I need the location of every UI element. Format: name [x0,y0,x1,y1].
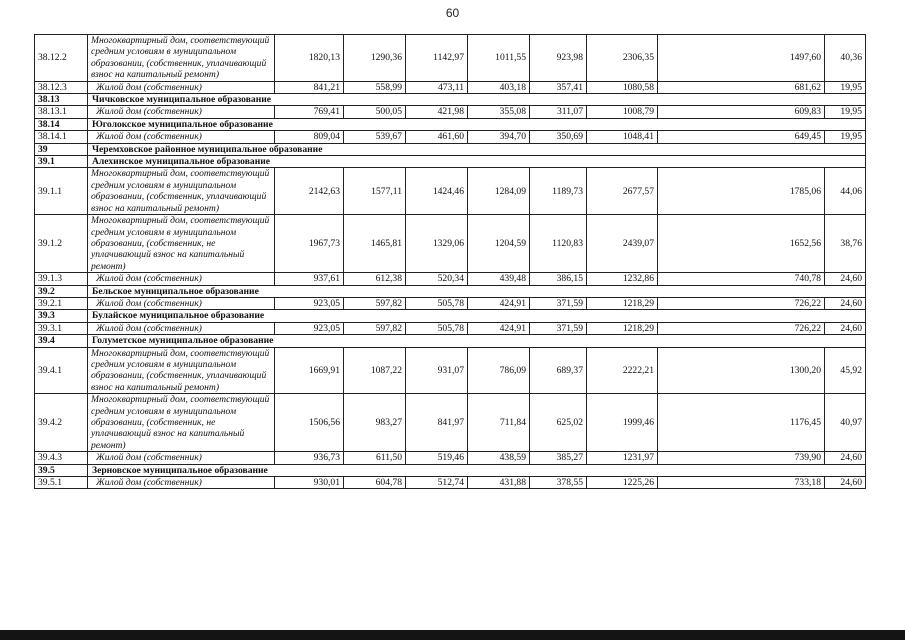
value-cell: 357,41 [530,81,587,93]
value-cell: 1820,13 [275,35,344,82]
section-header-row [35,335,866,347]
value-cell: 1232,86 [587,273,658,285]
row-code: 39.2.1 [35,297,88,309]
value-cell: 1652,56 [658,215,825,273]
table-row [35,35,866,82]
value-cell: 40,97 [825,394,866,452]
value-cell: 1290,36 [344,35,406,82]
value-cell: 1329,06 [406,215,468,273]
table-row [35,297,866,309]
value-cell: 740,78 [658,273,825,285]
row-code: 39.1.3 [35,273,88,285]
value-cell: 500,05 [344,106,406,118]
section-title: Голуметское муниципальное образование [88,335,866,347]
value-cell: 841,97 [406,394,468,452]
housing-type: Жилой дом (собственник) [88,322,275,334]
housing-type: Жилой дом (собственник) [88,452,275,464]
value-cell: 597,82 [344,297,406,309]
value-cell: 2439,07 [587,215,658,273]
value-cell: 930,01 [275,477,344,489]
value-cell: 1669,91 [275,347,344,394]
value-cell: 385,27 [530,452,587,464]
value-cell: 1008,79 [587,106,658,118]
section-header-row [35,156,866,168]
housing-type: Многоквартирный дом, соответствующий средним условиям в муниципальном образовании, (собственник, уплачивающий взнос на капитальный ремонт) [88,347,275,394]
value-cell: 403,18 [468,81,530,93]
value-cell: 44,06 [825,168,866,215]
section-header-row [35,143,866,155]
value-cell: 739,90 [658,452,825,464]
value-cell: 1231,97 [587,452,658,464]
tariff-table [34,34,866,489]
value-cell: 378,55 [530,477,587,489]
value-cell: 424,91 [468,322,530,334]
section-header-row [35,464,866,476]
value-cell: 421,98 [406,106,468,118]
value-cell: 512,74 [406,477,468,489]
value-cell: 1218,29 [587,322,658,334]
value-cell: 625,02 [530,394,587,452]
value-cell: 786,09 [468,347,530,394]
value-cell: 983,27 [344,394,406,452]
value-cell: 689,37 [530,347,587,394]
row-code: 38.14 [35,118,88,130]
row-code: 39.4 [35,335,88,347]
table-row [35,106,866,118]
value-cell: 604,78 [344,477,406,489]
value-cell: 733,18 [658,477,825,489]
value-cell: 371,59 [530,322,587,334]
value-cell: 1176,45 [658,394,825,452]
value-cell: 609,83 [658,106,825,118]
value-cell: 438,59 [468,452,530,464]
value-cell: 19,95 [825,81,866,93]
value-cell: 2677,57 [587,168,658,215]
row-code: 39.4.2 [35,394,88,452]
value-cell: 386,15 [530,273,587,285]
value-cell: 1999,46 [587,394,658,452]
value-cell: 19,95 [825,131,866,143]
housing-type: Многоквартирный дом, соответствующий средним условиям в муниципальном образовании, (собственник, не уплачивающий взнос на капитальный ремонт) [88,215,275,273]
value-cell: 1011,55 [468,35,530,82]
row-code: 39 [35,143,88,155]
value-cell: 726,22 [658,322,825,334]
table-row [35,394,866,452]
housing-type: Жилой дом (собственник) [88,81,275,93]
value-cell: 1284,09 [468,168,530,215]
housing-type: Жилой дом (собственник) [88,131,275,143]
table-row [35,168,866,215]
value-cell: 24,60 [825,297,866,309]
value-cell: 923,05 [275,322,344,334]
row-code: 39.2 [35,285,88,297]
row-code: 39.1 [35,156,88,168]
row-code: 38.13 [35,94,88,106]
value-cell: 931,07 [406,347,468,394]
value-cell: 923,05 [275,297,344,309]
value-cell: 1087,22 [344,347,406,394]
table-row [35,81,866,93]
value-cell: 1218,29 [587,297,658,309]
value-cell: 1465,81 [344,215,406,273]
table-row [35,347,866,394]
table-row [35,273,866,285]
value-cell: 1189,73 [530,168,587,215]
row-code: 38.12.3 [35,81,88,93]
row-code: 39.1.1 [35,168,88,215]
row-code: 39.4.1 [35,347,88,394]
section-title: Булайское муниципальное образование [88,310,866,322]
value-cell: 519,46 [406,452,468,464]
section-title: Зерновское муниципальное образование [88,464,866,476]
value-cell: 558,99 [344,81,406,93]
value-cell: 40,36 [825,35,866,82]
value-cell: 769,41 [275,106,344,118]
value-cell: 19,95 [825,106,866,118]
value-cell: 681,62 [658,81,825,93]
housing-type: Многоквартирный дом, соответствующий средним условиям в муниципальном образовании, (собственник, не уплачивающий взнос на капитальный ремонт) [88,394,275,452]
table-row [35,452,866,464]
value-cell: 726,22 [658,297,825,309]
section-header-row [35,94,866,106]
value-cell: 1577,11 [344,168,406,215]
section-header-row [35,310,866,322]
value-cell: 1300,20 [658,347,825,394]
value-cell: 355,08 [468,106,530,118]
row-code: 39.1.2 [35,215,88,273]
value-cell: 2142,63 [275,168,344,215]
value-cell: 937,61 [275,273,344,285]
housing-type: Жилой дом (собственник) [88,297,275,309]
value-cell: 809,04 [275,131,344,143]
value-cell: 2306,35 [587,35,658,82]
value-cell: 24,60 [825,273,866,285]
value-cell: 311,07 [530,106,587,118]
table-row [35,477,866,489]
value-cell: 461,60 [406,131,468,143]
value-cell: 350,69 [530,131,587,143]
value-cell: 394,70 [468,131,530,143]
value-cell: 936,73 [275,452,344,464]
row-code: 39.5 [35,464,88,476]
section-title: Бельское муниципальное образование [88,285,866,297]
value-cell: 439,48 [468,273,530,285]
row-code: 38.14.1 [35,131,88,143]
section-title: Юголокское муниципальное образование [88,118,866,130]
value-cell: 841,21 [275,81,344,93]
section-header-row [35,118,866,130]
value-cell: 505,78 [406,322,468,334]
value-cell: 38,76 [825,215,866,273]
value-cell: 24,60 [825,477,866,489]
value-cell: 1506,56 [275,394,344,452]
value-cell: 1785,06 [658,168,825,215]
value-cell: 649,45 [658,131,825,143]
value-cell: 597,82 [344,322,406,334]
value-cell: 711,84 [468,394,530,452]
housing-type: Жилой дом (собственник) [88,477,275,489]
value-cell: 2222,21 [587,347,658,394]
row-code: 38.12.2 [35,35,88,82]
housing-type: Жилой дом (собственник) [88,106,275,118]
table-body [35,35,866,489]
value-cell: 1225,26 [587,477,658,489]
section-title: Черемховское районное муниципальное образование [88,143,866,155]
scan-edge-band [0,630,905,640]
value-cell: 1967,73 [275,215,344,273]
section-title: Алехинское муниципальное образование [88,156,866,168]
value-cell: 45,92 [825,347,866,394]
value-cell: 611,50 [344,452,406,464]
value-cell: 24,60 [825,322,866,334]
housing-type: Жилой дом (собственник) [88,273,275,285]
value-cell: 1080,58 [587,81,658,93]
row-code: 39.3.1 [35,322,88,334]
value-cell: 520,34 [406,273,468,285]
row-code: 38.13.1 [35,106,88,118]
value-cell: 505,78 [406,297,468,309]
page-number: 60 [445,6,460,20]
value-cell: 1142,97 [406,35,468,82]
value-cell: 1424,46 [406,168,468,215]
section-header-row [35,285,866,297]
table-row [35,215,866,273]
row-code: 39.5.1 [35,477,88,489]
value-cell: 371,59 [530,297,587,309]
value-cell: 431,88 [468,477,530,489]
housing-type: Многоквартирный дом, соответствующий средним условиям в муниципальном образовании, (собственник, уплачивающий взнос на капитальный ремонт) [88,35,275,82]
row-code: 39.4.3 [35,452,88,464]
housing-type: Многоквартирный дом, соответствующий средним условиям в муниципальном образовании, (собственник, уплачивающий взнос на капитальный ремонт) [88,168,275,215]
table-row [35,131,866,143]
value-cell: 473,11 [406,81,468,93]
section-title: Чичковское муниципальное образование [88,94,866,106]
table-row [35,322,866,334]
row-code: 39.3 [35,310,88,322]
value-cell: 1204,59 [468,215,530,273]
value-cell: 612,38 [344,273,406,285]
value-cell: 24,60 [825,452,866,464]
value-cell: 1497,60 [658,35,825,82]
value-cell: 424,91 [468,297,530,309]
value-cell: 1048,41 [587,131,658,143]
value-cell: 1120,83 [530,215,587,273]
value-cell: 923,98 [530,35,587,82]
value-cell: 539,67 [344,131,406,143]
